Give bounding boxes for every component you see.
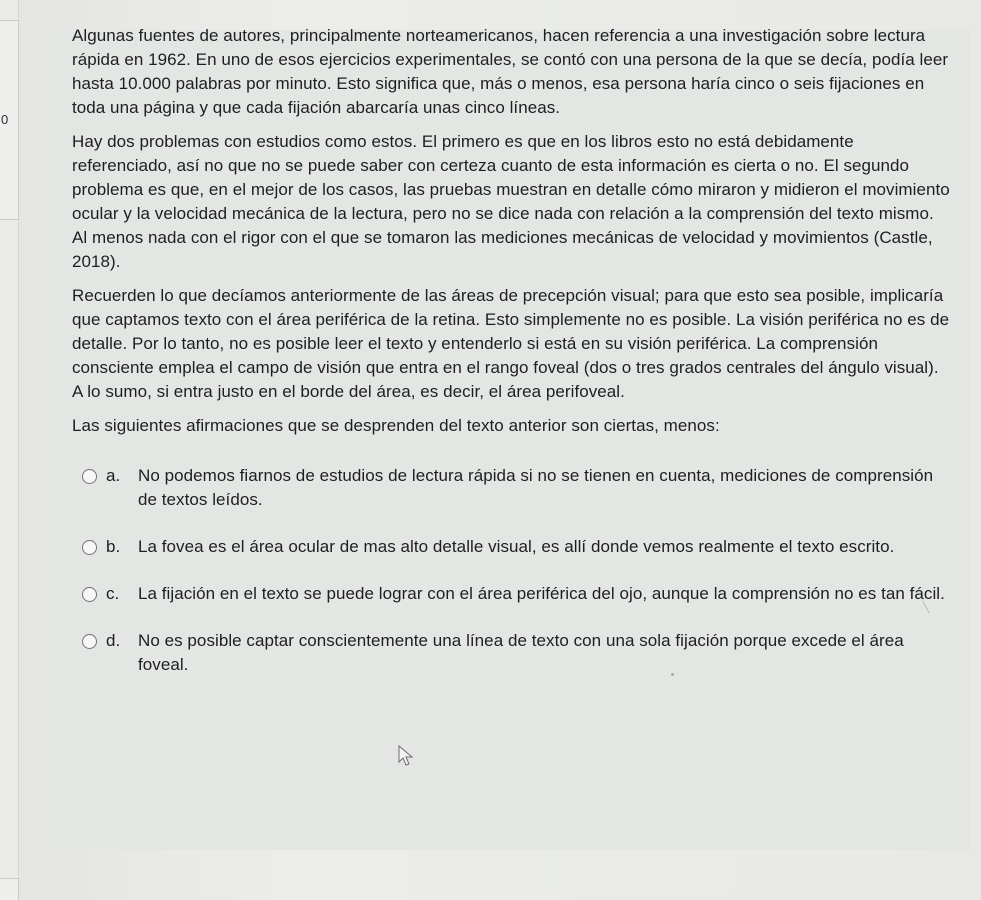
- screen-speck: [671, 673, 674, 676]
- option-text-c: La fijación en el texto se puede lograr con el área periférica del ojo, aunque la comprensión no es tan fácil.: [138, 584, 945, 603]
- answer-option-a[interactable]: [72, 464, 952, 512]
- radio-button-a[interactable]: [82, 469, 97, 484]
- question-number-fragment: 0: [1, 112, 9, 127]
- navigation-box: [0, 878, 19, 900]
- radio-button-b[interactable]: [82, 540, 97, 555]
- option-letter-c: c.: [106, 584, 120, 603]
- answer-options: [72, 464, 952, 677]
- option-text-b: La fovea es el área ocular de mas alto detalle visual, es allí donde vemos realmente el texto escrito.: [138, 537, 895, 556]
- question-paragraph-1: Algunas fuentes de autores, principalmente norteamericanos, hacen referencia a una investigación sobre lectura rápida en 1962. En uno de esos ejercicios experimentales, se contó con una persona de la que se decía, podía leer hasta 10.000 palabras por minuto. Esto significa que, más o menos, esa persona haría cinco o seis fijaciones en toda una página y que cada fijación abarcaría unas cinco líneas.: [72, 26, 949, 117]
- answer-option-c[interactable]: [72, 582, 952, 606]
- answer-option-d[interactable]: [72, 629, 952, 677]
- radio-button-c[interactable]: [82, 587, 97, 602]
- radio-button-d[interactable]: [82, 634, 97, 649]
- question-prompt: Las siguientes afirmaciones que se desprenden del texto anterior son ciertas, menos:: [72, 416, 720, 435]
- question-content: [72, 24, 952, 700]
- mouse-pointer-icon: [398, 745, 414, 767]
- answer-option-b[interactable]: [72, 535, 952, 559]
- option-text-d: No es posible captar conscientemente una línea de texto con una sola fijación porque excede el área foveal.: [138, 631, 904, 674]
- option-text-a: No podemos fiarnos de estudios de lectura rápida si no se tienen en cuenta, mediciones de comprensión de textos leídos.: [138, 466, 934, 509]
- option-letter-d: d.: [106, 631, 121, 650]
- option-letter-a: a.: [106, 466, 121, 485]
- question-paragraph-2: Hay dos problemas con estudios como estos. El primero es que en los libros esto no está debidamente referenciado, así no que no se puede saber con certeza cuanto de esta información es cierta o no. El segundo problema es que, en el mejor de los casos, las pruebas muestran en detalle cómo miraron y midieron el movimiento ocular y la velocidad mecánica de la lectura, pero no se dice nada con relación a la comprensión del texto mismo. Al menos nada con el rigor con el que se tomaron las mediciones mecánicas de velocidad y movimientos (Castle, 2018).: [72, 132, 950, 271]
- question-paragraph-3: Recuerden lo que decíamos anteriormente de las áreas de precepción visual; para que esto sea posible, implicaría que captamos texto con el área periférica de la retina. Esto simplemente no es posible. La visión periférica no es de detalle. Por lo tanto, no es posible leer el texto y entenderlo si está en su visión periférica. La comprensión consciente emplea el campo de visión que entra en el rango foveal (dos o tres grados centrales del ángulo visual). A lo sumo, si entra justo en el borde del área, es decir, el área perifoveal.: [72, 286, 950, 401]
- option-letter-b: b.: [106, 537, 121, 556]
